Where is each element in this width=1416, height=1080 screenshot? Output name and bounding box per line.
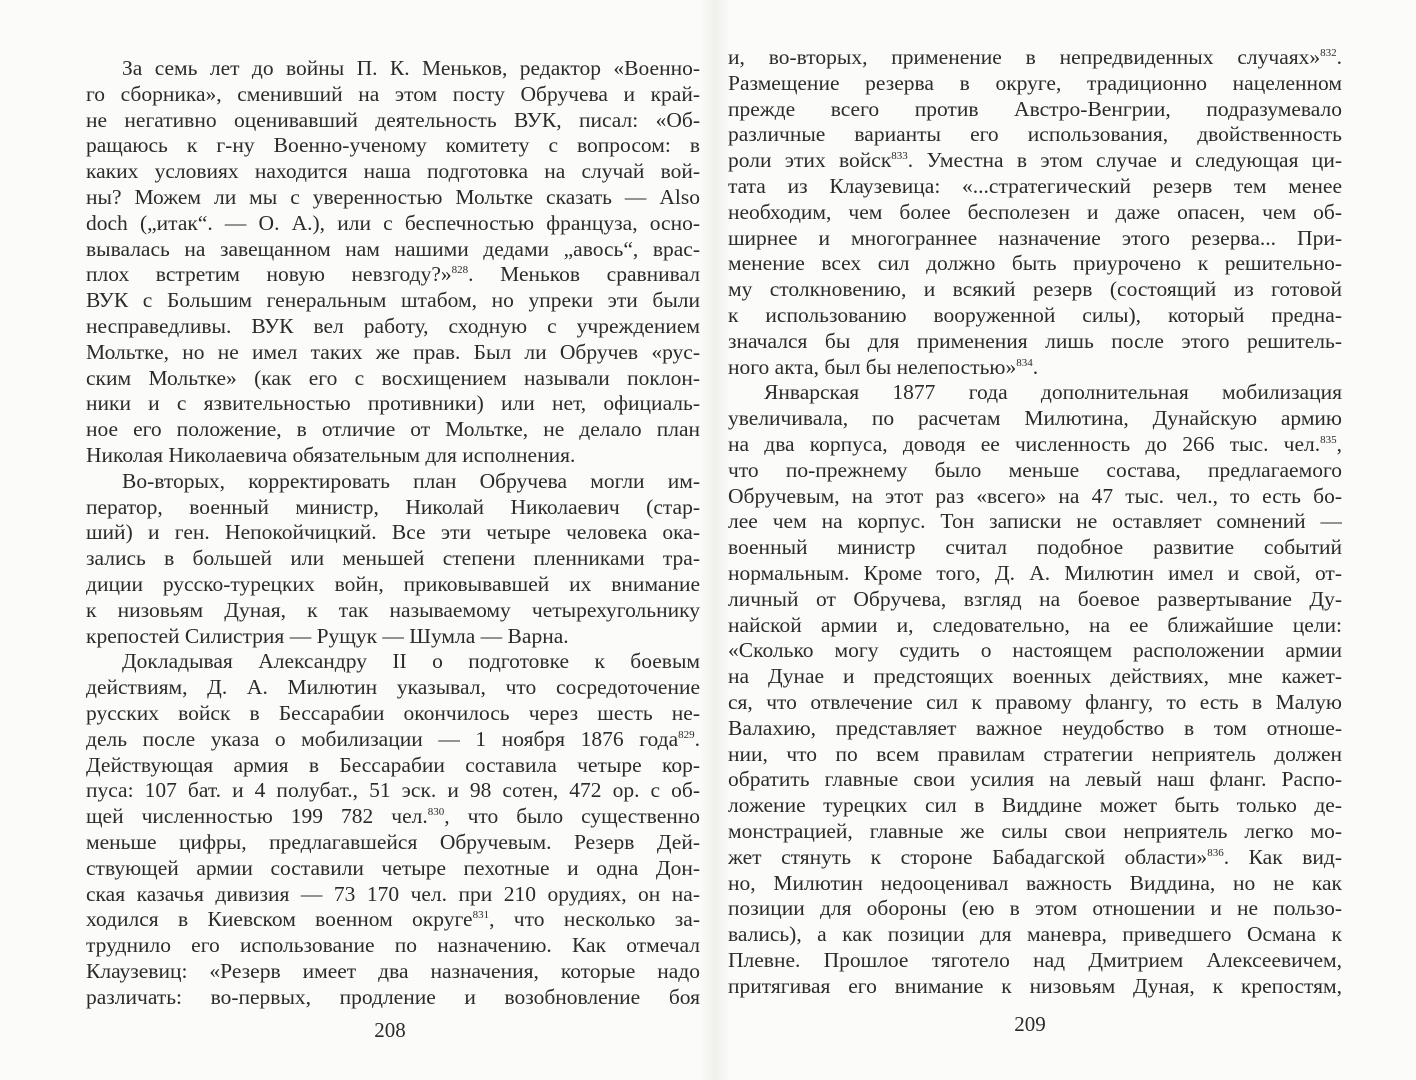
text-line bbox=[728, 690, 1342, 716]
line-text: ским Мольтке» (как его с восхищением называли поклон- bbox=[86, 365, 700, 390]
line-text: го сборника», сменивший на этом посту Обручева и край- bbox=[86, 81, 700, 106]
line-text: на Дунае и предстоящих военных действиях, мне кажет- bbox=[728, 664, 1342, 689]
line-text: Докладывая Александру II о подготовке к боевым bbox=[122, 649, 700, 674]
line-text: ВУК с Большим генеральным штабом, но упреки эти были bbox=[86, 288, 700, 313]
text-line bbox=[728, 458, 1342, 484]
text-line bbox=[728, 303, 1342, 329]
line-text: doch („итак“. — О. А.), или с беспечностью француза, осно- bbox=[86, 210, 700, 235]
text-line bbox=[86, 572, 700, 598]
line-text: вались), а как позиции для маневра, приведшего Османа к bbox=[728, 922, 1342, 947]
text-line bbox=[86, 675, 700, 701]
line-text: Плевне. Прошлое тяготело над Дмитрием Алексеевичем, bbox=[728, 947, 1342, 972]
line-text: Обручевым, на этот раз «всего» на 47 тыс. чел., то есть бо- bbox=[728, 483, 1342, 508]
line-text: ходился в Киевском военном округе bbox=[86, 907, 473, 932]
text-line bbox=[728, 484, 1342, 510]
text-line bbox=[86, 159, 700, 185]
text-line bbox=[86, 882, 700, 908]
footnote-ref: 832 bbox=[1320, 47, 1337, 59]
text-line bbox=[728, 896, 1342, 922]
line-text: диции русско-турецких войн, приковывавшей их внимание bbox=[86, 571, 700, 596]
line-text: ного акта, был бы нелепостью» bbox=[728, 354, 1017, 379]
text-line bbox=[728, 509, 1342, 535]
text-line bbox=[728, 122, 1342, 148]
line-text: Действующая армия в Бессарабии составила четыре кор- bbox=[86, 752, 700, 777]
line-text: ператор, военный министр, Николай Николаевич (стар- bbox=[86, 494, 700, 519]
line-text: ствующей армии составили четыре пехотные и одна Дон- bbox=[86, 855, 700, 880]
text-line bbox=[86, 649, 700, 675]
line-text: ший) и ген. Непокойчицкий. Все эти четыре человека ока- bbox=[86, 520, 700, 545]
line-text: русских войск в Бессарабии окончилось через шесть не- bbox=[86, 700, 700, 725]
text-line bbox=[86, 830, 700, 856]
line-text: нии, что по всем правилам стратегии неприятель должен bbox=[728, 741, 1342, 766]
line-text: каких условиях находится наша подготовка на случай вой- bbox=[86, 159, 700, 184]
line-text-tail: . Уместна в этом случае и следующая ци- bbox=[907, 148, 1342, 173]
line-text: личный от Обручева, взгляд на боевое развертывание Ду- bbox=[728, 586, 1342, 611]
line-text: различные варианты его использования, двойственность bbox=[728, 122, 1342, 147]
text-line bbox=[728, 174, 1342, 200]
line-text: щей численностью 199 782 чел. bbox=[86, 804, 428, 829]
line-text: труднило его использование по назначению. Как отмечал bbox=[86, 933, 700, 958]
book-gutter bbox=[700, 0, 730, 1080]
line-text: Валахию, представляет важное неудобство в том отноше- bbox=[728, 715, 1342, 740]
line-text: ская казачья дивизия — 73 170 чел. при 210 орудиях, он на- bbox=[86, 881, 700, 906]
line-text: ны? Можем ли мы с уверенностью Мольтке сказать — Also bbox=[86, 184, 700, 209]
footnote-ref: 831 bbox=[472, 909, 490, 922]
text-line bbox=[728, 638, 1342, 664]
line-text: За семь лет до войны П. К. Меньков, редактор «Военно- bbox=[122, 56, 700, 80]
line-text: прежде всего против Австро-Венгрии, подразумевало bbox=[728, 96, 1342, 121]
text-line bbox=[728, 871, 1342, 897]
text-line bbox=[86, 933, 700, 959]
line-text: плох встретим новую невзгоду?» bbox=[86, 262, 452, 287]
line-text: Во-вторых, корректировать план Обручева могли им- bbox=[122, 468, 700, 493]
line-text: и, во-вторых, применение в непредвиденных случаях» bbox=[728, 45, 1321, 69]
line-text: что по-прежнему было меньше состава, предлагаемого bbox=[728, 457, 1342, 482]
line-text: меньше цифры, предлагавшейся Обручевым. Резерв Дей- bbox=[86, 829, 700, 854]
text-line bbox=[728, 974, 1342, 1000]
line-text: действиям, Д. А. Милютин указывал, что сосредоточение bbox=[86, 675, 700, 700]
page-number-right: 209 bbox=[1014, 1012, 1046, 1036]
line-text-tail: . Меньков сравнивал bbox=[468, 262, 700, 287]
line-text: обратить главные свои усилия на левый наш фланг. Распо- bbox=[728, 767, 1342, 792]
line-text: различать: во-первых, продление и возобновление боя bbox=[86, 984, 700, 1009]
line-text: военный министр считал подобное развитие событий bbox=[728, 535, 1342, 560]
text-line bbox=[728, 948, 1342, 974]
text-line bbox=[728, 922, 1342, 948]
text-line bbox=[86, 701, 700, 727]
text-line bbox=[86, 314, 700, 340]
line-text: ращаюсь к г-ну Военно-ученому комитету с вопросом: в bbox=[86, 133, 700, 158]
text-line bbox=[86, 985, 700, 1011]
text-line bbox=[86, 753, 700, 779]
right-page-text bbox=[728, 45, 1342, 999]
text-line bbox=[728, 561, 1342, 587]
line-text: пуса: 107 бат. и 4 полубат., 51 эск. и 98 сотен, 472 ор. с об- bbox=[86, 778, 700, 803]
text-line bbox=[728, 329, 1342, 355]
text-line bbox=[86, 366, 700, 392]
line-text: дель после указа о мобилизации — 1 ноября 1876 года bbox=[86, 726, 679, 751]
line-text: увеличивала, по расчетам Милютина, Дунайскую армию bbox=[728, 406, 1342, 431]
text-line bbox=[728, 613, 1342, 639]
line-text: жет стянуть к стороне Бабадагской области» bbox=[728, 844, 1208, 869]
text-line bbox=[86, 133, 700, 159]
line-text-tail: . bbox=[1336, 45, 1342, 69]
text-line bbox=[86, 624, 700, 650]
text-line bbox=[728, 716, 1342, 742]
text-line bbox=[728, 45, 1342, 71]
line-text: Январская 1877 года дополнительная мобилизация bbox=[764, 380, 1342, 405]
text-line bbox=[86, 959, 700, 985]
line-text: ники и с язвительностью противники) или нет, официаль- bbox=[86, 391, 700, 416]
text-line bbox=[86, 778, 700, 804]
text-line bbox=[86, 108, 700, 134]
line-text-tail: . bbox=[1032, 354, 1039, 379]
text-line bbox=[728, 845, 1342, 871]
text-line bbox=[728, 819, 1342, 845]
line-text: му столкновению, и всякий резерв (состоящий из готовой bbox=[728, 277, 1342, 302]
text-line bbox=[86, 185, 700, 211]
text-line bbox=[86, 82, 700, 108]
line-text: нормальным. Кроме того, Д. А. Милютин имел и свой, от- bbox=[728, 560, 1342, 585]
footnote-ref: 835 bbox=[1320, 433, 1337, 446]
text-line bbox=[86, 727, 700, 753]
text-line bbox=[86, 56, 700, 82]
text-line bbox=[728, 380, 1342, 406]
text-line bbox=[86, 288, 700, 314]
line-text-tail: , что было существенно bbox=[444, 804, 700, 829]
text-line bbox=[86, 340, 700, 366]
line-text: найской армии и, следовательно, на ее ближайшие цели: bbox=[728, 612, 1342, 637]
text-line bbox=[728, 355, 1342, 381]
text-line bbox=[86, 211, 700, 237]
text-line bbox=[86, 598, 700, 624]
line-text: менение всех сил должно быть приурочено к решительно- bbox=[728, 251, 1342, 276]
page-number-left: 208 bbox=[374, 1018, 406, 1042]
text-line bbox=[86, 804, 700, 830]
text-line bbox=[86, 262, 700, 288]
footnote-ref: 836 bbox=[1207, 846, 1224, 859]
line-text-tail: . Как вид- bbox=[1223, 844, 1342, 869]
text-line bbox=[86, 469, 700, 495]
line-text: Мольтке, но не имел таких же прав. Был ли Обручев «рус- bbox=[86, 339, 700, 364]
line-text: вывалась на завещанном нам нашими дедами „авось“, врас- bbox=[86, 236, 700, 261]
text-line bbox=[728, 226, 1342, 252]
text-line bbox=[86, 495, 700, 521]
text-line bbox=[728, 767, 1342, 793]
text-line bbox=[728, 71, 1342, 97]
line-text: притягивая его внимание к низовьям Дуная, к крепостям, bbox=[728, 973, 1342, 998]
text-line bbox=[86, 391, 700, 417]
footnote-ref: 829 bbox=[678, 728, 695, 741]
text-line bbox=[728, 200, 1342, 226]
line-text-tail: , bbox=[1336, 431, 1342, 456]
line-text: ное его положение, в отличие от Мольтке, не делало план bbox=[86, 417, 700, 442]
text-line bbox=[728, 251, 1342, 277]
text-line bbox=[728, 148, 1342, 174]
line-text: ся, что отвлечение сил к правому флангу, то есть в Малую bbox=[728, 689, 1342, 714]
text-line bbox=[86, 443, 700, 469]
text-line bbox=[86, 417, 700, 443]
text-line bbox=[86, 237, 700, 263]
text-line bbox=[728, 793, 1342, 819]
line-text: зались в большей или меньшей степени пленниками тра- bbox=[86, 546, 700, 571]
footnote-ref: 828 bbox=[451, 264, 469, 277]
line-text: к использованию вооруженной силы), который предна- bbox=[728, 302, 1342, 327]
line-text: несправедливы. ВУК вел работу, сходную с учреждением bbox=[86, 313, 700, 338]
line-text: не негативно оценивавший деятельность ВУК, писал: «Об- bbox=[86, 107, 700, 132]
line-text: «Сколько могу судить о настоящем расположении армии bbox=[728, 638, 1342, 663]
line-text: Клаузевиц: «Резерв имеет два назначения, которые надо bbox=[86, 958, 700, 983]
line-text: крепостей Силистрия — Рущук — Шумла — Варна. bbox=[86, 623, 569, 648]
text-line bbox=[86, 546, 700, 572]
text-line bbox=[728, 406, 1342, 432]
text-line bbox=[728, 277, 1342, 303]
text-line bbox=[86, 520, 700, 546]
text-line bbox=[728, 742, 1342, 768]
line-text: позиции для обороны (ею в этом отношении и не пользо- bbox=[728, 896, 1342, 921]
footnote-ref: 834 bbox=[1016, 356, 1033, 369]
footnote-ref: 830 bbox=[427, 806, 445, 819]
footnote-ref: 833 bbox=[891, 150, 908, 163]
line-text: значался бы для применения лишь после этого решитель- bbox=[728, 328, 1342, 353]
line-text: Размещение резерва в округе, традиционно нацеленном bbox=[728, 70, 1342, 95]
line-text: но, Милютин недооценивал важность Виддина, но не как bbox=[728, 870, 1342, 895]
line-text: роли этих войск bbox=[728, 148, 892, 173]
text-line bbox=[728, 97, 1342, 123]
line-text: ложение турецких сил в Виддине может быть только де- bbox=[728, 793, 1342, 818]
line-text-tail: , что несколько за- bbox=[489, 907, 700, 932]
line-text: на два корпуса, доводя ее численность до 266 тыс. чел. bbox=[728, 431, 1321, 456]
text-line bbox=[728, 664, 1342, 690]
text-line bbox=[728, 587, 1342, 613]
line-text: лее чем на корпус. Тон записки не оставляет сомнений — bbox=[728, 509, 1342, 534]
left-page-text bbox=[86, 56, 700, 1010]
line-text: ширнее и многограннее назначение этого резерва... При- bbox=[728, 225, 1342, 250]
text-line bbox=[728, 535, 1342, 561]
text-line bbox=[86, 856, 700, 882]
line-text: необходим, чем более бесполезен и даже опасен, чем об- bbox=[728, 199, 1342, 224]
text-line bbox=[86, 907, 700, 933]
line-text: тата из Клаузевица: «...стратегический резерв тем менее bbox=[728, 173, 1342, 198]
line-text-tail: . bbox=[694, 726, 700, 751]
line-text: монстрацией, главные же силы свои неприятель легко мо- bbox=[728, 818, 1342, 843]
line-text: Николая Николаевича обязательным для исполнения. bbox=[86, 442, 576, 467]
text-line bbox=[728, 432, 1342, 458]
line-text: к низовьям Дуная, к так называемому четырехугольнику bbox=[86, 597, 700, 622]
